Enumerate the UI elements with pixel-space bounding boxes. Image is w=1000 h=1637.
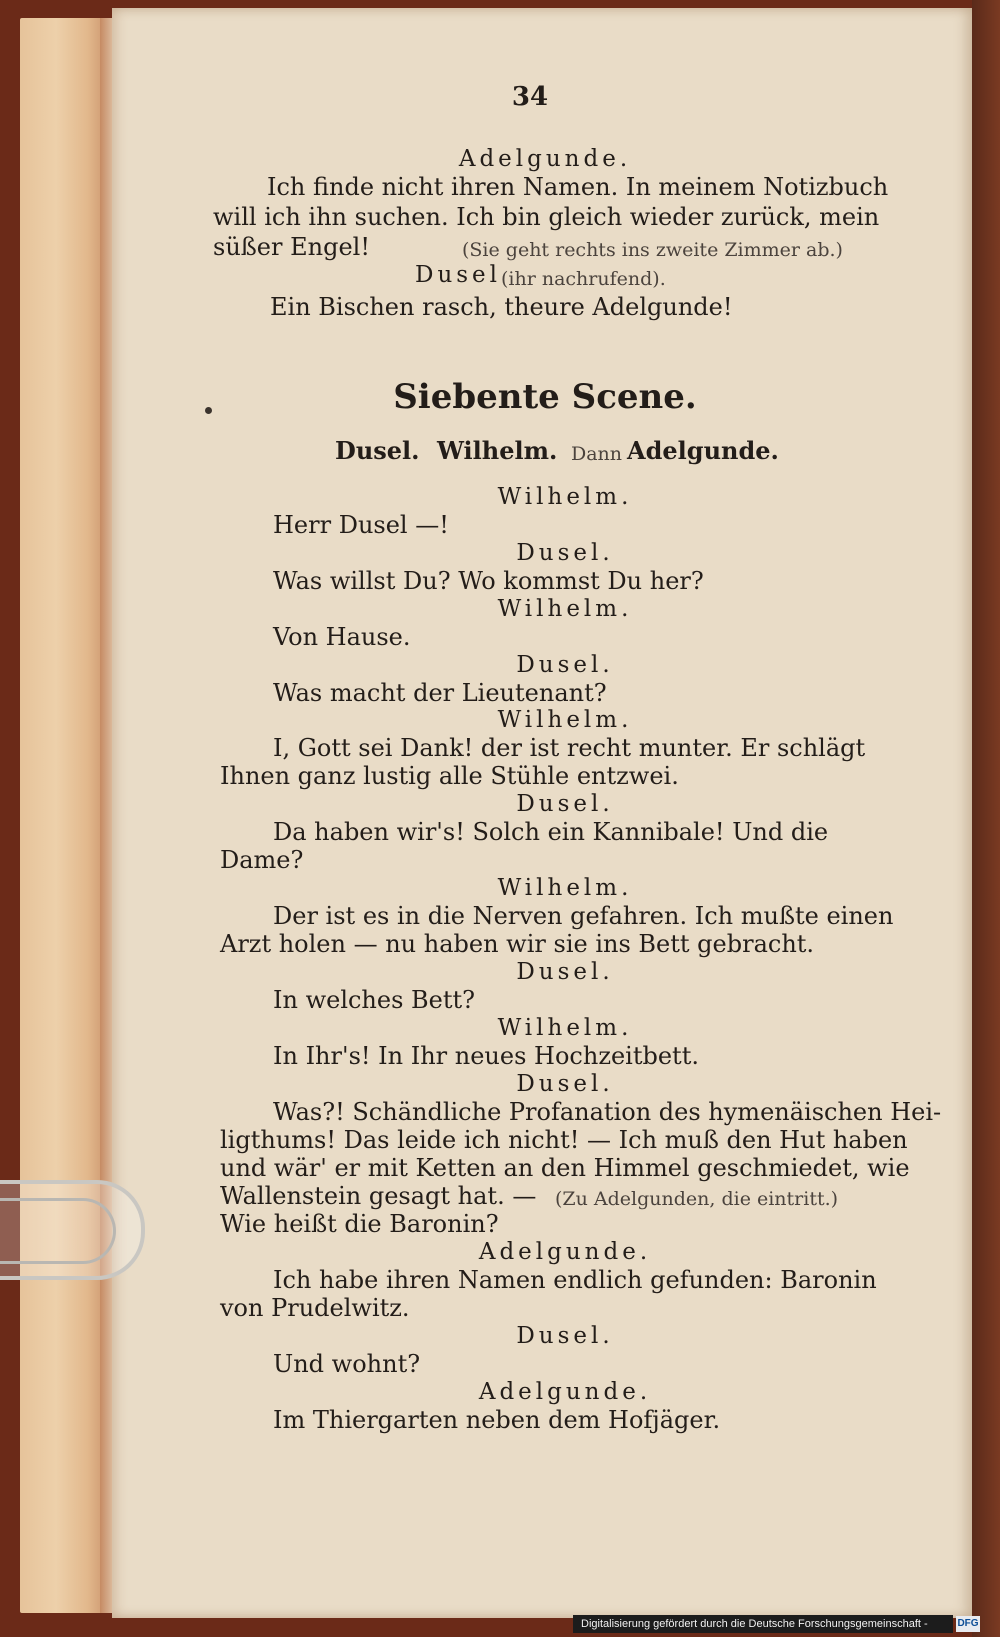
dialogue-line: I, Gott sei Dank! der ist recht munter. Er schlägt: [273, 734, 866, 762]
dialogue-line: Herr Dusel —!: [273, 511, 449, 539]
stage-direction: (Zu Adelgunden, die eintritt.): [555, 1188, 839, 1210]
speaker-label: Dusel: [415, 262, 502, 288]
dialogue-line: Dame?: [220, 846, 304, 874]
speaker-label: Adelgunde.: [478, 1379, 652, 1405]
speaker-label: Dusel.: [516, 1323, 614, 1349]
speaker-label: Dusel.: [516, 540, 614, 566]
speaker-label: Wilhelm.: [497, 484, 633, 510]
ink-dot-mark: [205, 407, 212, 414]
digitization-footer: Digitalisierung gefördert durch die Deutsche Forschungsgemeinschaft -: [573, 1615, 953, 1633]
book-page-edges: [20, 18, 110, 1613]
speaker-label: Dusel.: [516, 959, 614, 985]
speaker-label: Wilhelm.: [497, 1015, 633, 1041]
cast-name: Wilhelm.: [437, 436, 558, 465]
dfg-logo-icon: DFG: [956, 1616, 980, 1632]
cast-name: Dusel.: [335, 436, 420, 465]
dialogue-line: Was macht der Lieutenant?: [273, 679, 607, 707]
speaker-label: Dusel.: [516, 1071, 614, 1097]
dialogue-line: Da haben wir's! Solch ein Kannibale! Und die: [273, 818, 829, 846]
dialogue-line: In Ihr's! In Ihr neues Hochzeitbett.: [273, 1042, 699, 1070]
text-line: Ich finde nicht ihren Namen. In meinem Notizbuch: [267, 173, 889, 201]
paper-clip: [0, 1180, 145, 1280]
dialogue-line: Und wohnt?: [273, 1350, 421, 1378]
scene-title: Siebente Scene.: [393, 377, 697, 417]
dialogue-line: und wär' er mit Ketten an den Himmel geschmiedet, wie: [220, 1154, 910, 1182]
dialogue-line: Ihnen ganz lustig alle Stühle entzwei.: [220, 762, 679, 790]
stage-direction: (ihr nachrufend).: [501, 268, 666, 290]
speaker-label: Wilhelm.: [497, 707, 633, 733]
speaker-label: Dusel.: [516, 652, 614, 678]
text-line: Ein Bischen rasch, theure Adelgunde!: [270, 293, 733, 321]
speaker-label: Dusel.: [516, 791, 614, 817]
dialogue-line: Was?! Schändliche Profanation des hymenäischen Hei-: [273, 1098, 942, 1126]
speaker-label: Wilhelm.: [497, 596, 633, 622]
stage-direction: (Sie geht rechts ins zweite Zimmer ab.): [462, 239, 843, 261]
dialogue-line: von Prudelwitz.: [220, 1294, 410, 1322]
dialogue-line: Von Hause.: [273, 623, 411, 651]
cast-name: Adelgunde.: [627, 436, 779, 465]
dialogue-line: Arzt holen — nu haben wir sie ins Bett gebracht.: [220, 930, 815, 958]
dialogue-line: Im Thiergarten neben dem Hofjäger.: [273, 1406, 721, 1434]
dialogue-line: ligthums! Das leide ich nicht! — Ich muß den Hut haben: [220, 1126, 908, 1154]
speaker-label: Adelgunde.: [478, 1239, 652, 1265]
dialogue-line: In welches Bett?: [273, 986, 476, 1014]
cast-connector: Dann: [571, 443, 623, 465]
dialogue-line: Wallenstein gesagt hat. —: [220, 1182, 537, 1210]
dialogue-line: Wie heißt die Baronin?: [220, 1210, 499, 1238]
dialogue-line: Der ist es in die Nerven gefahren. Ich mußte einen: [273, 902, 894, 930]
dialogue-line: Was willst Du? Wo kommst Du her?: [273, 567, 704, 595]
speaker-label: Wilhelm.: [497, 875, 633, 901]
text-line: will ich ihn suchen. Ich bin gleich wieder zurück, mein: [213, 203, 880, 231]
dialogue-line: Ich habe ihren Namen endlich gefunden: Baronin: [273, 1266, 877, 1294]
speaker-label: Adelgunde.: [458, 146, 632, 172]
page-number: 34: [511, 82, 549, 112]
text-line: süßer Engel!: [213, 233, 370, 261]
